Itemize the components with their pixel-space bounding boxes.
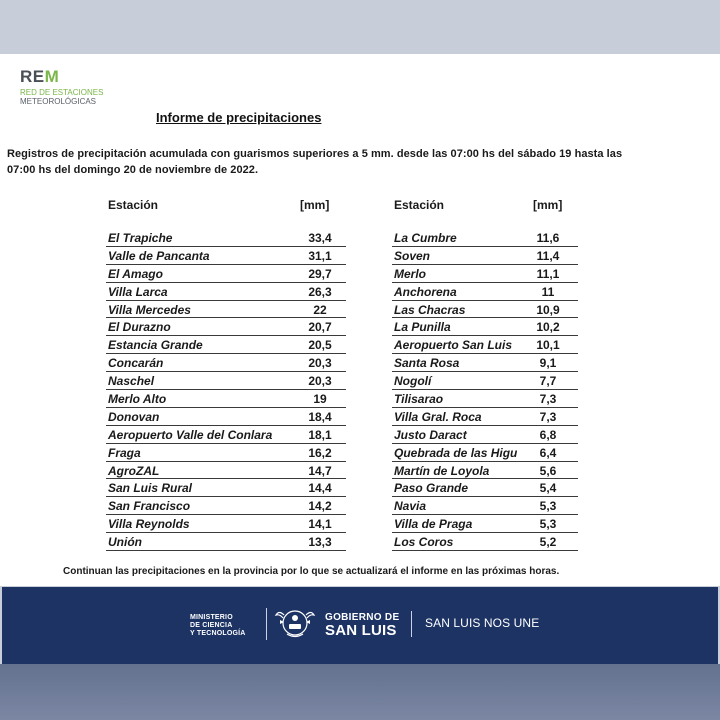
table-row <box>106 390 346 408</box>
precipitation-value: 20,7 <box>308 320 332 335</box>
station-name: Justo Daract <box>394 427 467 442</box>
station-name: Villa Larca <box>108 284 168 299</box>
table-row <box>392 408 578 426</box>
precipitation-value: 7,3 <box>539 409 557 424</box>
rem-logo-line2: METEOROLÓGICAS <box>20 97 97 106</box>
station-name: Tilisarao <box>394 392 444 407</box>
province-label: SAN LUIS <box>325 622 397 639</box>
table-header <box>106 196 346 222</box>
station-name: Concarán <box>108 356 164 371</box>
precipitation-value: 14,4 <box>308 481 332 496</box>
precipitation-value: 29,7 <box>308 266 332 281</box>
report-title: Informe de precipitaciones <box>156 110 322 125</box>
precipitation-value: 7,7 <box>539 374 557 389</box>
table-row <box>392 336 578 354</box>
precipitation-value: 20,3 <box>308 356 332 371</box>
rem-logo <box>20 68 130 106</box>
rem-logo-mark-suffix: M <box>44 67 60 86</box>
government-slogan: SAN LUIS NOS UNE <box>425 616 540 630</box>
station-name: La Cumbre <box>394 231 457 245</box>
station-name: Villa Reynolds <box>108 517 190 532</box>
top-frame-band <box>0 0 720 54</box>
station-column-header: Estación <box>394 198 445 212</box>
table-row <box>392 426 578 444</box>
table-row <box>392 318 578 336</box>
table-row <box>106 515 346 533</box>
table-row <box>392 354 578 372</box>
table-row <box>106 497 346 515</box>
report-intro: Registros de precipitación acumulada con guarismos superiores a 5 mm. desde las 07:00 hs del sábado 19 hasta las 07:00 hs del domingo 20 de noviembre de 2022. <box>7 148 623 176</box>
precipitation-value: 5,3 <box>539 499 557 514</box>
precipitation-value: 14,1 <box>308 517 332 532</box>
san-luis-coat-of-arms-icon <box>274 606 316 640</box>
station-name: Merlo Alto <box>108 392 167 407</box>
precipitation-value: 13,3 <box>308 535 332 550</box>
precipitation-value: 11,1 <box>536 266 560 281</box>
table-row <box>106 247 346 265</box>
gobierno-san-luis-wordmark <box>325 612 399 639</box>
table-body <box>106 229 346 551</box>
station-name: Fraga <box>108 445 141 460</box>
station-name: Naschel <box>108 374 155 389</box>
table-row <box>392 301 578 319</box>
gobierno-label: GOBIERNO DE <box>325 612 400 623</box>
rem-logo-line1: RED DE ESTACIONES <box>20 88 104 97</box>
table-row <box>392 479 578 497</box>
precipitation-value: 11 <box>541 284 555 299</box>
precipitation-value: 11,6 <box>536 231 560 245</box>
table-row <box>392 247 578 265</box>
station-name: Paso Grande <box>394 481 469 496</box>
rem-logo-mark <box>20 68 130 86</box>
station-name: Soven <box>394 248 431 263</box>
station-name: Anchorena <box>394 284 457 299</box>
table-row <box>106 229 346 247</box>
table-row <box>106 265 346 283</box>
ministry-label <box>190 614 246 638</box>
station-name: Nogolí <box>394 374 432 389</box>
station-name: La Punilla <box>394 320 451 335</box>
precipitation-value: 6,4 <box>539 445 557 460</box>
precipitation-value: 10,2 <box>536 320 560 335</box>
table-row <box>106 372 346 390</box>
table-row <box>106 533 346 551</box>
precipitation-value: 14,7 <box>308 463 332 478</box>
table-row <box>392 390 578 408</box>
station-name: Unión <box>108 535 142 550</box>
precipitation-value: 10,1 <box>536 338 560 353</box>
stations-table-left <box>106 196 346 551</box>
station-name: Las Chacras <box>394 302 466 317</box>
table-row <box>106 462 346 480</box>
precipitation-value: 9,1 <box>539 356 557 371</box>
precipitation-value: 33,4 <box>308 231 332 245</box>
mm-column-header: [mm] <box>300 198 330 212</box>
precipitation-value: 18,1 <box>308 427 332 442</box>
table-header <box>392 196 578 222</box>
table-row <box>106 408 346 426</box>
precipitation-value: 5,4 <box>539 481 557 496</box>
station-name: Aeropuerto San Luis <box>394 338 513 353</box>
station-name: Merlo <box>394 266 427 281</box>
station-name: San Francisco <box>108 499 191 514</box>
table-row <box>106 301 346 319</box>
ministry-line: Y TECNOLOGÍA <box>190 630 246 637</box>
station-name: El Amago <box>108 266 163 281</box>
precipitation-value: 20,5 <box>308 338 332 353</box>
station-name: Martín de Loyola <box>394 463 490 478</box>
footer-divider <box>411 611 412 637</box>
mm-column-header: [mm] <box>533 198 563 212</box>
precipitation-value: 18,4 <box>308 409 332 424</box>
table-row <box>106 479 346 497</box>
precipitation-value: 7,3 <box>539 392 557 407</box>
precipitation-value: 11,4 <box>536 248 560 263</box>
footer-note: Continuan las precipitaciones en la provincia por lo que se actualizará el informe en las próximas horas. <box>63 566 560 577</box>
station-column-header: Estación <box>108 198 159 212</box>
station-name: Villa Gral. Roca <box>394 409 482 424</box>
table-row <box>106 444 346 462</box>
station-name: Villa Mercedes <box>108 302 191 317</box>
footer-divider <box>266 608 267 640</box>
precipitation-value: 10,9 <box>536 302 560 317</box>
station-name: AgroZAL <box>108 463 160 478</box>
station-name: Valle de Pancanta <box>108 248 210 263</box>
station-name: Estancia Grande <box>108 338 203 353</box>
station-name: Quebrada de las Higu <box>394 445 518 460</box>
station-name: Villa de Praga <box>394 517 473 532</box>
table-row <box>106 354 346 372</box>
precipitation-value: 16,2 <box>308 445 332 460</box>
table-row <box>392 462 578 480</box>
ministry-line: DE CIENCIA <box>190 622 233 629</box>
precipitation-value: 22 <box>313 302 327 317</box>
precipitation-value: 19 <box>313 392 327 407</box>
table-row <box>106 318 346 336</box>
precipitation-value: 6,8 <box>539 427 557 442</box>
station-name: Los Coros <box>394 535 454 550</box>
precipitation-value: 5,3 <box>539 517 557 532</box>
precipitation-value: 31,1 <box>308 248 332 263</box>
table-row <box>106 336 346 354</box>
station-name: San Luis Rural <box>108 481 193 496</box>
station-name: El Trapiche <box>108 231 173 245</box>
precipitation-value: 26,3 <box>308 284 332 299</box>
bottom-frame-band <box>0 664 720 720</box>
station-name: Santa Rosa <box>394 356 460 371</box>
table-row <box>392 229 578 247</box>
table-row <box>392 265 578 283</box>
station-name: Aeropuerto Valle del Conlara <box>108 427 273 442</box>
precipitation-value: 5,6 <box>539 463 557 478</box>
table-row <box>392 533 578 551</box>
stations-table-right <box>392 196 578 551</box>
table-row <box>392 444 578 462</box>
precipitation-value: 5,2 <box>539 535 557 550</box>
table-row <box>392 497 578 515</box>
table-row <box>392 372 578 390</box>
precipitation-value: 14,2 <box>308 499 332 514</box>
ministry-line: MINISTERIO <box>190 614 233 621</box>
rem-logo-mark-prefix: RE <box>20 67 45 86</box>
station-name: Navia <box>394 499 427 514</box>
table-row <box>106 426 346 444</box>
table-row <box>392 283 578 301</box>
precipitation-value: 20,3 <box>308 374 332 389</box>
table-row <box>106 283 346 301</box>
table-row <box>392 515 578 533</box>
station-name: Donovan <box>108 409 160 424</box>
station-name: El Durazno <box>108 320 171 335</box>
table-body <box>392 229 578 551</box>
